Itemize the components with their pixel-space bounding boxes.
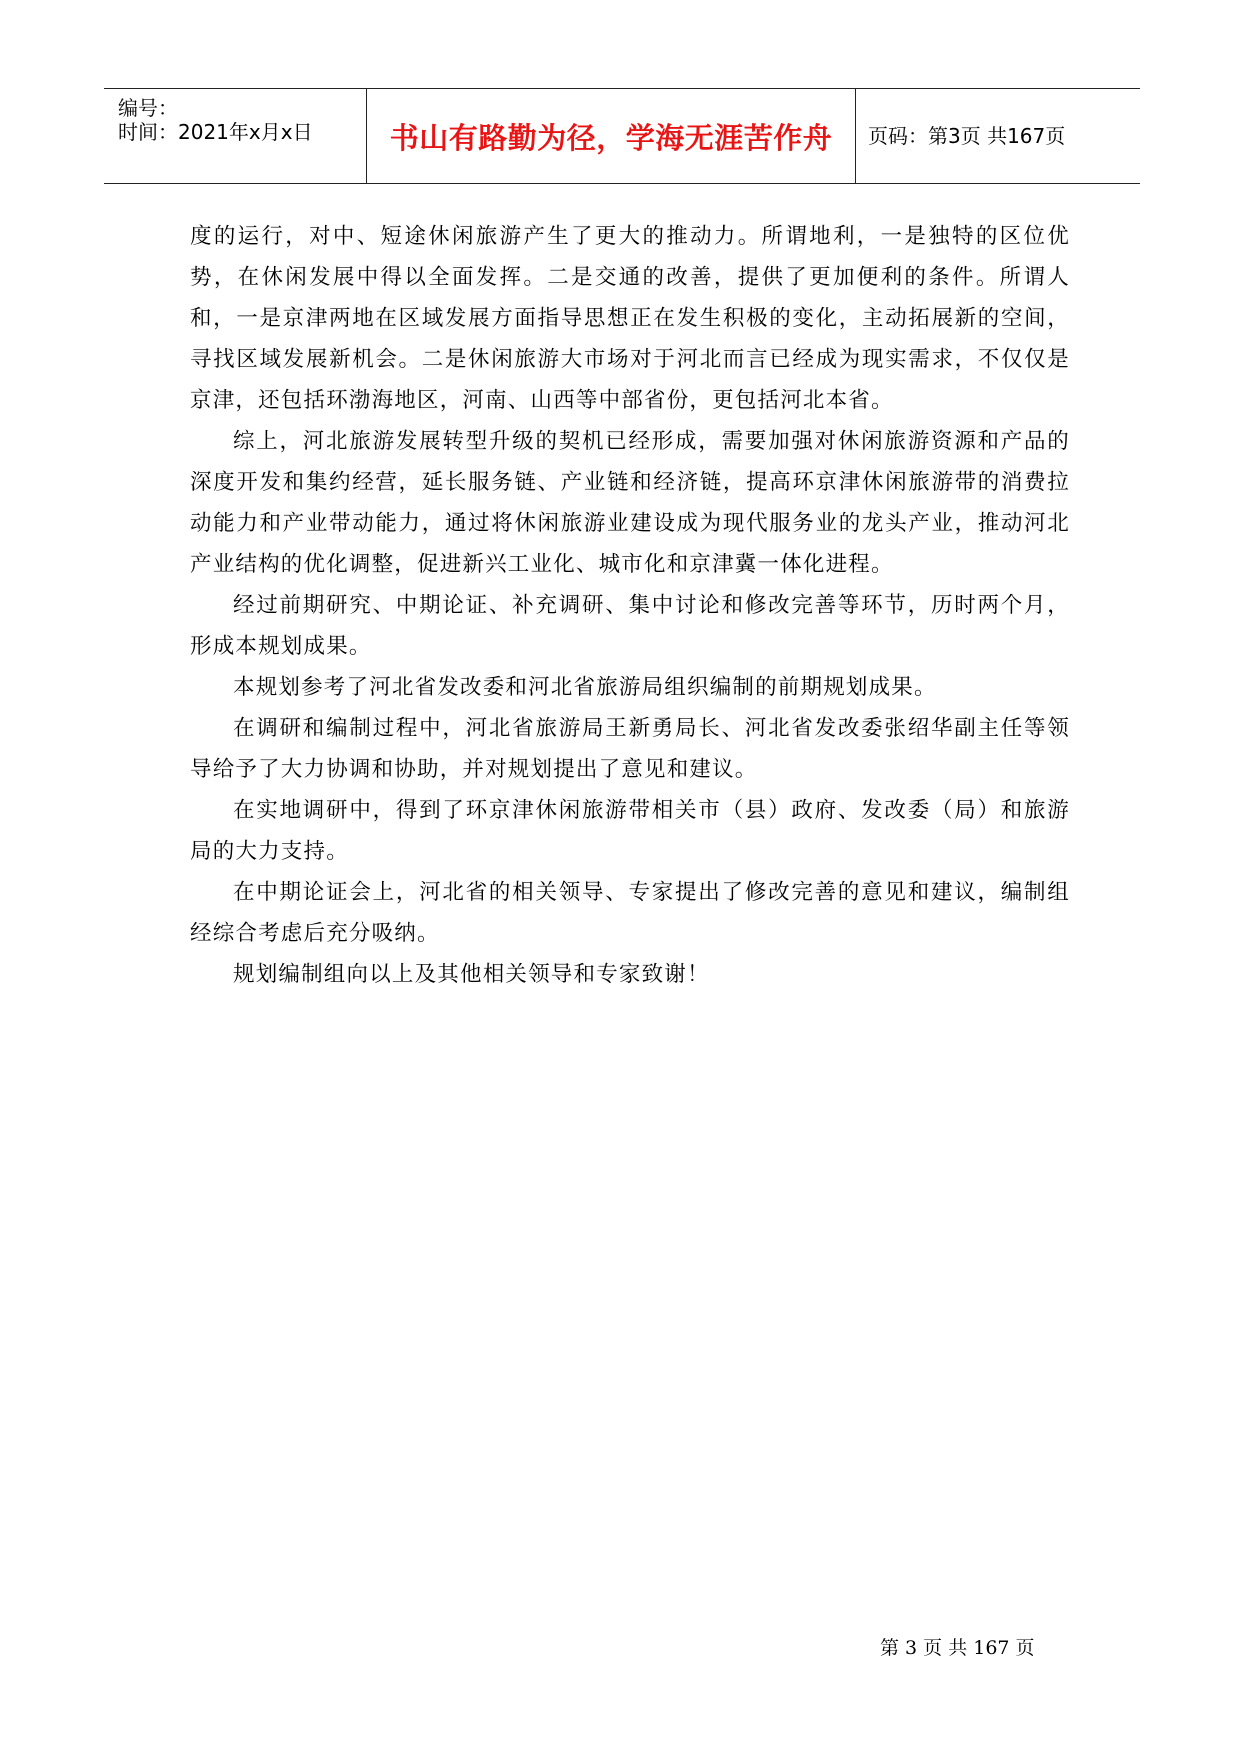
paragraph: 规划编制组向以上及其他相关领导和专家致谢！ — [233, 962, 710, 987]
page-footer-number: 第 3 页 共 167 页 — [880, 1637, 1035, 1659]
header-motto: 书山有路勤为径，学海无涯苦作舟 — [389, 120, 833, 155]
paragraph: 本规划参考了河北省发改委和河北省旅游局组织编制的前期规划成果。 — [233, 675, 937, 700]
paragraph: 在中期论证会上，河北省的相关领导、专家提出了修改完善的意见和建议，编制组经综合考虑后充分吸纳。 — [190, 880, 1070, 946]
page-header — [104, 88, 1140, 184]
document-number-label: 编号： — [118, 96, 178, 120]
header-right-cell — [856, 89, 1140, 183]
paragraph: 经过前期研究、中期论证、补充调研、集中讨论和修改完善等环节，历时两个月，形成本规划成果。 — [190, 593, 1070, 659]
paragraph: 在实地调研中，得到了环京津休闲旅游带相关市（县）政府、发改委（局）和旅游局的大力支持。 — [190, 798, 1070, 864]
document-time-label: 时间：2021年x月x日 — [118, 120, 313, 144]
document-body — [190, 216, 1070, 995]
paragraph: 综上，河北旅游发展转型升级的契机已经形成，需要加强对休闲旅游资源和产品的深度开发和集约经营，延长服务链、产业链和经济链，提高环京津休闲旅游带的消费拉动能力和产业带动能力，通过将休闲旅游业建设成为现代服务业的龙头产业，推动河北产业结构的优化调整，促进新兴工业化、城市化和京津冀一体化进程。 — [190, 429, 1070, 577]
paragraph-continued: 度的运行，对中、短途休闲旅游产生了更大的推动力。所谓地利，一是独特的区位优势，在休闲发展中得以全面发挥。二是交通的改善，提供了更加便利的条件。所谓人和，一是京津两地在区域发展方面指导思想正在发生积极的变化，主动拓展新的空间，寻找区域发展新机会。二是休闲旅游大市场对于河北而言已经成为现实需求，不仅仅是京津，还包括环渤海地区，河南、山西等中部省份，更包括河北本省。 — [190, 224, 1070, 413]
header-page-label: 页码：第3页 共167页 — [868, 124, 1066, 148]
header-left-cell — [104, 89, 367, 183]
paragraph: 在调研和编制过程中，河北省旅游局王新勇局长、河北省发改委张绍华副主任等领导给予了大力协调和协助，并对规划提出了意见和建议。 — [190, 716, 1070, 782]
header-motto-cell — [367, 89, 856, 183]
